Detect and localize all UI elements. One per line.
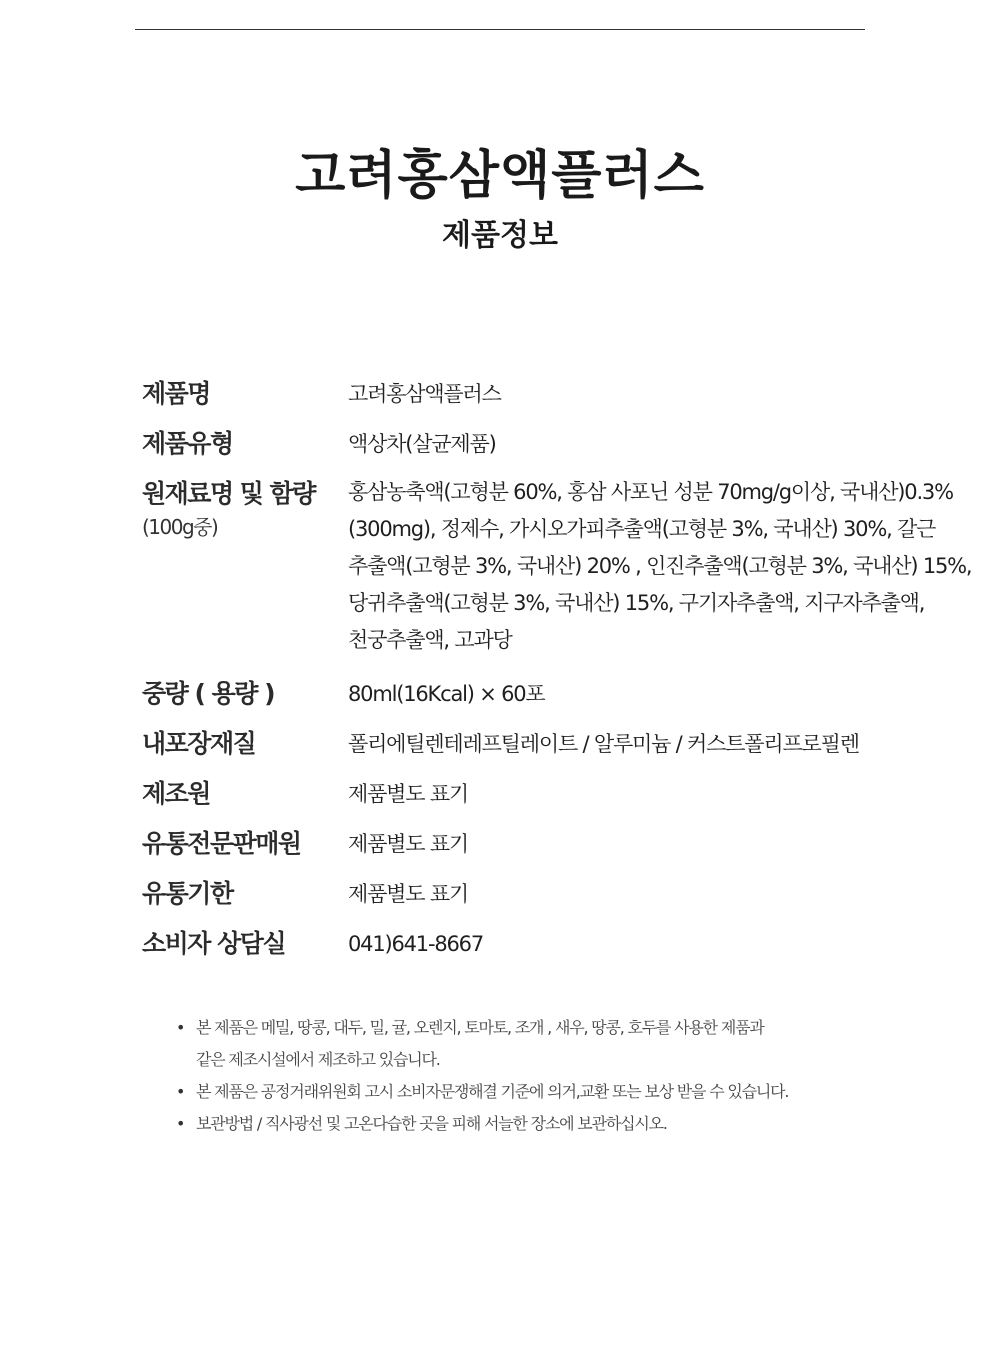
top-divider	[135, 29, 865, 30]
info-row-weight	[142, 674, 972, 724]
product-info-subtitle: 제품정보	[442, 218, 558, 253]
notice-item	[172, 1108, 932, 1140]
info-label: 유통기한	[142, 879, 233, 908]
info-label: 내포장재질	[142, 729, 256, 758]
info-label: 제품명	[142, 379, 210, 408]
info-value: 제품별도 표기	[348, 882, 468, 906]
bullet-icon: •	[176, 1082, 185, 1101]
info-label: 소비자 상담실	[142, 929, 286, 958]
product-info-table	[142, 374, 972, 974]
ingredients-line: 추출액(고형분 3%, 국내산) 20% , 인진추출액(고형분 3%, 국내산) 15%,	[348, 554, 972, 578]
notice-text: 같은 제조시설에서 제조하고 있습니다.	[196, 1050, 440, 1069]
notice-text: 본 제품은 메밀, 땅콩, 대두, 밀, 귤, 오렌지, 토마토, 조개 , 새우, 땅콩, 호두를 사용한 제품과	[196, 1018, 764, 1037]
info-row-packaging	[142, 724, 972, 774]
info-label: 유통전문판매원	[142, 829, 301, 858]
notice-text: 보관방법 / 직사광선 및 고온다습한 곳을 피해 서늘한 장소에 보관하십시오.	[196, 1114, 667, 1133]
info-value: 폴리에틸렌테레프틸레이트 / 알루미늄 / 커스트폴리프로필렌	[348, 732, 859, 756]
info-row-ingredients	[142, 474, 972, 674]
info-sublabel: (100g중)	[142, 515, 218, 539]
info-value-ingredients	[348, 474, 972, 659]
info-row-product-type	[142, 424, 972, 474]
info-value: 제품별도 표기	[348, 832, 468, 856]
info-label: 제조원	[142, 779, 210, 808]
notice-item	[172, 1012, 932, 1076]
info-row-manufacturer	[142, 774, 972, 824]
info-row-consumer-center	[142, 924, 972, 974]
bullet-icon: •	[176, 1018, 185, 1037]
notice-list	[172, 1012, 932, 1140]
info-value: 액상차(살균제품)	[348, 432, 496, 456]
info-row-product-name	[142, 374, 972, 424]
info-row-expiry	[142, 874, 972, 924]
product-title: 고려홍삼액플러스	[295, 146, 705, 206]
ingredients-line: 당귀추출액(고형분 3%, 국내산) 15%, 구기자추출액, 지구자추출액,	[348, 591, 925, 615]
info-label: 중량 ( 용량 )	[142, 679, 275, 708]
info-label: 원재료명 및 함량	[142, 479, 315, 508]
info-label: 제품유형	[142, 429, 233, 458]
info-value: 제품별도 표기	[348, 782, 468, 806]
ingredients-line: (300mg), 정제수, 가시오가피추출액(고형분 3%, 국내산) 30%, 갈근	[348, 517, 936, 541]
notice-item	[172, 1076, 932, 1108]
ingredients-line: 천궁추출액, 고과당	[348, 628, 512, 652]
notice-text: 본 제품은 공정거래위원회 고시 소비자문쟁해결 기준에 의거,교환 또는 보상 받을 수 있습니다.	[196, 1082, 789, 1101]
info-row-distributor	[142, 824, 972, 874]
ingredients-line: 홍삼농축액(고형분 60%, 홍삼 사포닌 성분 70mg/g이상, 국내산)0.3%	[348, 480, 953, 504]
info-value: 041)641-8667	[348, 932, 483, 956]
info-value: 80ml(16Kcal) × 60포	[348, 682, 545, 706]
info-value: 고려홍삼액플러스	[348, 382, 501, 406]
bullet-icon: •	[176, 1114, 185, 1133]
